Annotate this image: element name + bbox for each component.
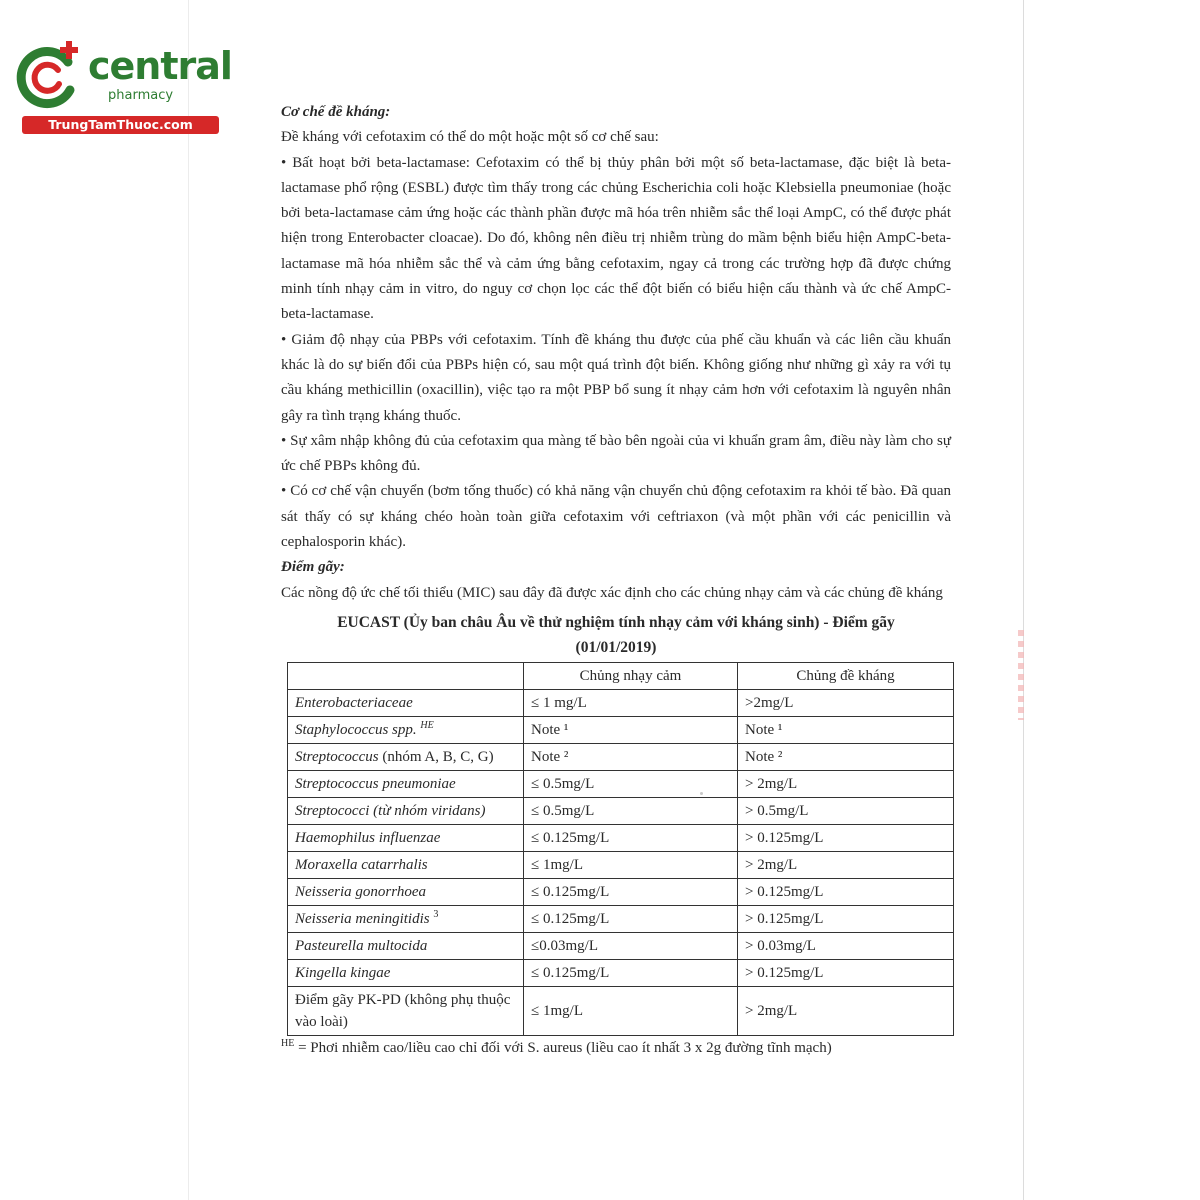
organism-cell bbox=[288, 797, 524, 824]
paragraph-bullet-1: • Bất hoạt bởi beta-lactamase: Cefotaxim có thể bị thủy phân bởi một số beta-lactamase, đặc biệt là beta-lactamase phổ rộng (ESBL) được tìm thấy trong các chủng Escherichia coli hoặc Klebsiella pneumoniae (hoặc bởi beta-lactamase cảm ứng hoặc các thành phần được mã hóa trên nhiễm sắc thể loại AmpC, có thể được phát hiện trong Enterobacter cloacae). Do đó, không nên điều trị nhiễm trùng do mầm bệnh biểu hiện AmpC-beta-lactamase mã hóa nhiễm sắc thể và cảm ứng bằng cefotaxim, ngay cả trong các trường hợp đã được chứng minh tính nhạy cảm in vitro, do nguy cơ chọn lọc các thể đột biến có biểu hiện cấu thành và ức chế AmpC-beta-lactamase. bbox=[281, 154, 951, 323]
organism-name: Moraxella catarrhalis bbox=[295, 856, 428, 873]
susceptible-cell: ≤ 1 mg/L bbox=[524, 689, 738, 716]
central-pharmacy-logo[interactable] bbox=[10, 38, 232, 138]
resistant-cell: > 0.125mg/L bbox=[738, 905, 954, 932]
organism-name: Haemophilus influenzae bbox=[295, 829, 441, 846]
resistant-cell: > 0.125mg/L bbox=[738, 959, 954, 986]
section-heading-breakpoints: Điểm gãy: bbox=[281, 559, 345, 576]
organism-name: Streptococci (từ nhóm viridans) bbox=[295, 802, 486, 819]
table-row bbox=[288, 878, 954, 905]
organism-name: Staphylococcus spp. bbox=[295, 721, 417, 738]
organism-cell bbox=[288, 905, 524, 932]
resistant-cell: Note ² bbox=[738, 743, 954, 770]
susceptible-cell: ≤ 0.125mg/L bbox=[524, 878, 738, 905]
paragraph-mic-intro: Các nồng độ ức chế tối thiểu (MIC) sau đây đã được xác định cho các chủng nhạy cảm và các chủng đề kháng bbox=[281, 584, 943, 601]
resistant-cell: >2mg/L bbox=[738, 689, 954, 716]
stamp-mark bbox=[1018, 630, 1024, 720]
mic-breakpoint-table bbox=[287, 662, 954, 1036]
susceptible-cell: ≤ 0.125mg/L bbox=[524, 824, 738, 851]
table-row bbox=[288, 824, 954, 851]
table-row bbox=[288, 797, 954, 824]
organism-name: Kingella kingae bbox=[295, 964, 391, 981]
organism-name: Streptococcus pneumoniae bbox=[295, 775, 456, 792]
document-body bbox=[281, 100, 951, 1058]
logo-url-badge: TrungTamThuoc.com bbox=[22, 116, 219, 134]
resistant-cell: > 0.125mg/L bbox=[738, 878, 954, 905]
organism-cell bbox=[288, 689, 524, 716]
resistant-cell: > 0.5mg/L bbox=[738, 797, 954, 824]
organism-cell bbox=[288, 932, 524, 959]
organism-cell bbox=[288, 986, 524, 1035]
table-row bbox=[288, 770, 954, 797]
logo-mark-icon bbox=[10, 38, 88, 116]
paragraph-bullet-4: • Có cơ chế vận chuyển (bơm tống thuốc) có khả năng vận chuyển chủ động cefotaxim ra khỏi tế bào. Đã quan sát thấy có sự kháng chéo hoàn toàn giữa cefotaxim với ceftriaxon (và một phần với các penicillin và cephalosporin khác). bbox=[281, 483, 951, 551]
organism-cell bbox=[288, 878, 524, 905]
resistant-cell: > 2mg/L bbox=[738, 851, 954, 878]
organism-name: Neisseria meningitidis bbox=[295, 910, 430, 927]
column-header: Chủng đề kháng bbox=[738, 662, 954, 689]
resistant-cell: > 0.03mg/L bbox=[738, 932, 954, 959]
susceptible-cell: ≤ 0.5mg/L bbox=[524, 797, 738, 824]
table-header-row bbox=[288, 662, 954, 689]
column-header bbox=[288, 662, 524, 689]
section-heading-resistance: Cơ chế đề kháng: bbox=[281, 104, 391, 120]
susceptible-cell: ≤ 0.5mg/L bbox=[524, 770, 738, 797]
table-row bbox=[288, 986, 954, 1035]
table-row bbox=[288, 905, 954, 932]
resistant-cell: Note ¹ bbox=[738, 716, 954, 743]
organism-cell bbox=[288, 959, 524, 986]
organism-cell bbox=[288, 824, 524, 851]
footnote-text: = Phơi nhiễm cao/liều cao chỉ đối với S. aureus (liều cao ít nhất 3 x 2g đường tĩnh mạch) bbox=[298, 1039, 832, 1056]
susceptible-cell: Note ² bbox=[524, 743, 738, 770]
organism-cell bbox=[288, 770, 524, 797]
paragraph-bullet-2: • Giảm độ nhạy của PBPs với cefotaxim. Tính đề kháng thu được của phế cầu khuẩn và các liên cầu khuẩn khác là do sự biến đổi của PBPs hiện có, sau một quá trình đột biến. Không giống như những gì xảy ra với tụ cầu kháng methicillin (oxacillin), việc tạo ra một PBP bổ sung ít nhạy cảm hơn với cefotaxim là nguyên nhân gây ra tình trạng kháng thuốc. bbox=[281, 331, 951, 424]
organism-cell bbox=[288, 716, 524, 743]
table-row bbox=[288, 716, 954, 743]
organism-name: Enterobacteriaceae bbox=[295, 694, 413, 711]
organism-name: Neisseria gonorrhoea bbox=[295, 883, 426, 900]
susceptible-cell: ≤ 0.125mg/L bbox=[524, 905, 738, 932]
table-row bbox=[288, 959, 954, 986]
table-body bbox=[288, 689, 954, 1035]
resistant-cell: > 2mg/L bbox=[738, 770, 954, 797]
table-footnote bbox=[281, 1038, 951, 1058]
organism-genus: Streptococcus bbox=[295, 748, 379, 765]
resistant-cell: > 0.125mg/L bbox=[738, 824, 954, 851]
organism-name: Streptococcus (nhóm A, B, C, G) bbox=[295, 748, 494, 765]
logo-name: central bbox=[88, 44, 232, 88]
susceptible-cell: ≤0.03mg/L bbox=[524, 932, 738, 959]
susceptible-cell: Note ¹ bbox=[524, 716, 738, 743]
susceptible-cell: ≤ 0.125mg/L bbox=[524, 959, 738, 986]
paragraph-bullet-3: • Sự xâm nhập không đủ của cefotaxim qua màng tế bào bên ngoài của vi khuẩn gram âm, điều này làm cho sự ức chế PBPs không đủ. bbox=[281, 432, 951, 475]
resistant-cell: > 2mg/L bbox=[738, 986, 954, 1035]
column-header: Chủng nhạy cảm bbox=[524, 662, 738, 689]
logo-subtitle: pharmacy bbox=[108, 88, 174, 103]
organism-superscript: 3 bbox=[433, 908, 439, 920]
table-title-line-1: EUCAST (Ủy ban châu Âu về thử nghiệm tính nhạy cảm với kháng sinh) - Điểm gãy bbox=[337, 613, 895, 631]
susceptible-cell: ≤ 1mg/L bbox=[524, 851, 738, 878]
table-title-line-2: (01/01/2019) bbox=[575, 638, 657, 656]
organism-cell bbox=[288, 851, 524, 878]
footnote-marker: HE bbox=[281, 1037, 295, 1049]
table-row bbox=[288, 851, 954, 878]
table-row bbox=[288, 743, 954, 770]
organism-cell bbox=[288, 743, 524, 770]
paragraph-intro: Đề kháng với cefotaxim có thể do một hoặc một số cơ chế sau: bbox=[281, 129, 659, 146]
table-title bbox=[281, 610, 951, 660]
organism-name: Pasteurella multocida bbox=[295, 937, 428, 954]
organism-name: Điểm gãy PK-PD (không phụ thuộc vào loài) bbox=[295, 991, 511, 1030]
susceptible-cell: ≤ 1mg/L bbox=[524, 986, 738, 1035]
organism-superscript: HE bbox=[420, 719, 434, 731]
table-row bbox=[288, 689, 954, 716]
table-row bbox=[288, 932, 954, 959]
